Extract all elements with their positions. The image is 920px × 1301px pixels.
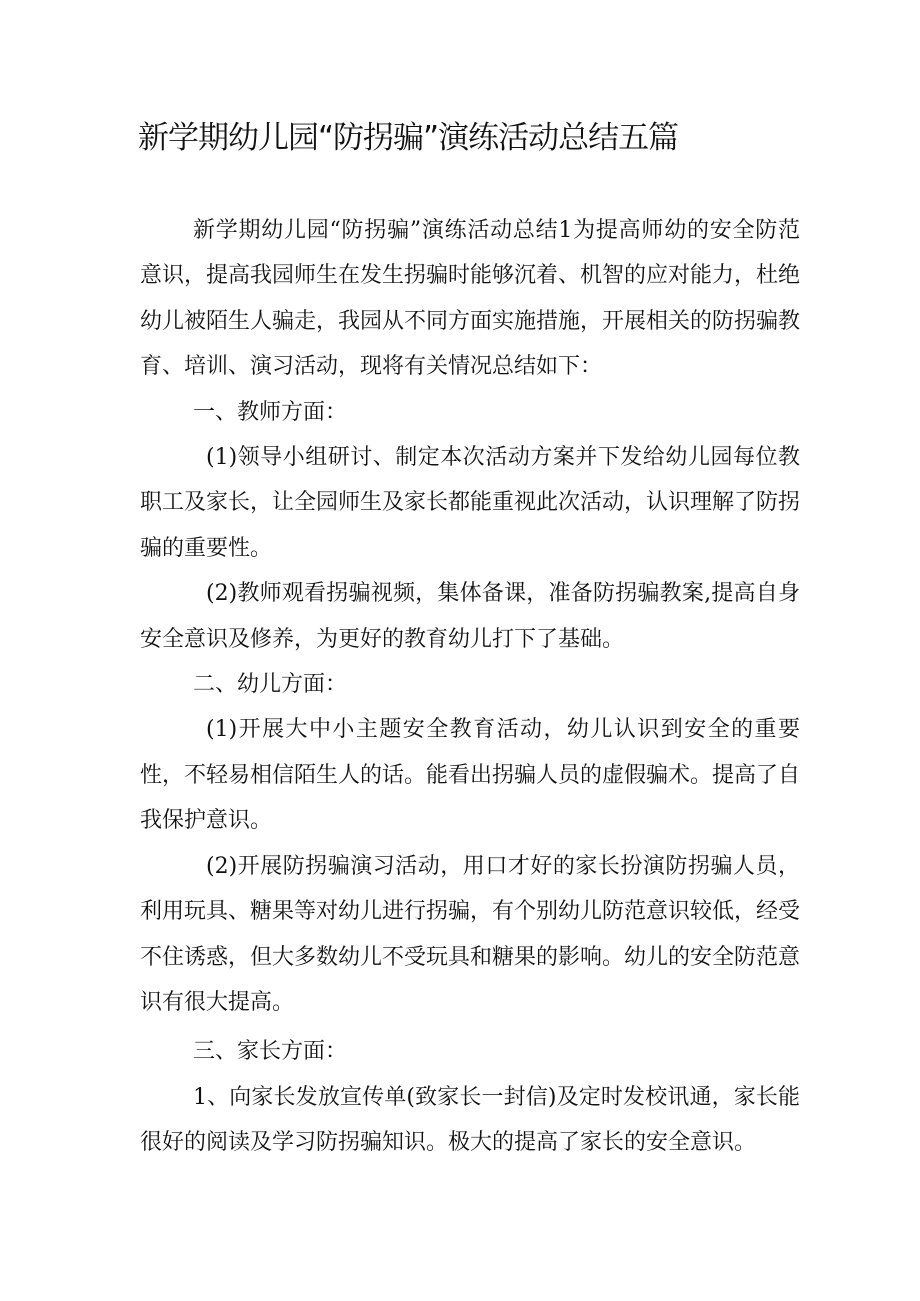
document-title: 新学期幼儿园“防拐骗”演练活动总结五篇 bbox=[138, 120, 679, 156]
document-body bbox=[140, 208, 800, 1166]
section-heading-parents: 三、家长方面： bbox=[193, 1039, 348, 1065]
children-item-2: (2)开展防拐骗演习活动，用口才好的家长扮演防拐骗人员，利用玩具、糖果等对幼儿进行拐骗，有个别幼儿防范意识较低，经受不住诱惑，但大多数幼儿不受玩具和糖果的影响。幼儿的安全防范意识有很大提高。 bbox=[140, 853, 801, 1015]
children-item-1: (1)开展大中小主题安全教育活动，幼儿认识到安全的重要性，不轻易相信陌生人的话。能看出拐骗人员的虚假骗术。提高了自我保护意识。 bbox=[140, 717, 801, 834]
teachers-item-2: (2)教师观看拐骗视频，集体备课，准备防拐骗教案,提高自身安全意识及修养，为更好的教育幼儿打下了基础。 bbox=[140, 581, 800, 652]
teachers-item-1: (1)领导小组研讨、制定本次活动方案并下发给幼儿园每位教职工及家长，让全园师生及家长都能重视此次活动，认识理解了防拐骗的重要性。 bbox=[140, 445, 801, 561]
parents-item-1: 1、向家长发放宣传单(致家长一封信)及定时发校讯通，家长能很好的阅读及学习防拐骗知识。极大的提高了家长的安全意识。 bbox=[140, 1084, 800, 1156]
intro-paragraph: 新学期幼儿园“防拐骗”演练活动总结1为提高师幼的安全防范意识，提高我园师生在发生拐骗时能够沉着、机智的应对能力，杜绝幼儿被陌生人骗走，我园从不同方面实施措施，开展相关的防拐骗教育、培训、演习活动，现将有关情况总结如下： bbox=[140, 218, 801, 380]
section-heading-children: 二、幼儿方面： bbox=[193, 672, 348, 698]
section-heading-teachers: 一、教师方面： bbox=[193, 399, 348, 425]
